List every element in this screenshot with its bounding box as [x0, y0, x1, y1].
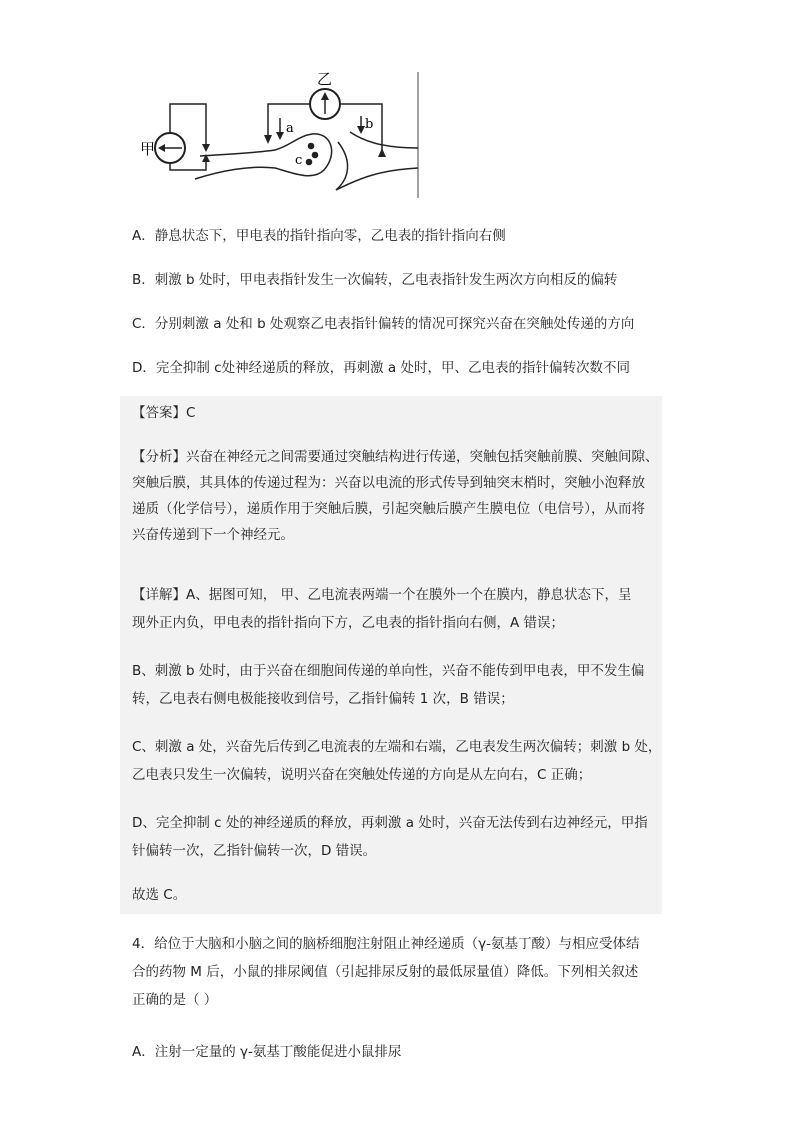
label-c: c [295, 153, 303, 168]
vesicle [312, 152, 319, 159]
analysis-line: 递质（化学信号），递质作用于突触后膜，引起突触后膜产生膜电位（电信号），从而将 [132, 501, 645, 517]
option-d: D．完全抑制 c处神经递质的释放，再刺激 a 处时，甲、乙电表的指针偏转次数不同 [132, 360, 630, 376]
detail-line: 现外正内负，甲电表的指针指向下方，乙电表的指针指向右侧，A 错误； [132, 615, 565, 631]
option-c: C．分别刺激 a 处和 b 处观察乙电表指针偏转的情况可探究兴奋在突触处传递的方向 [132, 316, 635, 332]
detail-line: B、刺激 b 处时，由于兴奋在细胞间传递的单向性，兴奋不能传到甲电表，甲不发生偏 [132, 663, 645, 679]
detail-line: C、刺激 a 处，兴奋先后传到乙电流表的左端和右端，乙电表发生两次偏转；刺激 b 处， [132, 739, 662, 755]
label-jia: 甲 [140, 140, 156, 158]
analysis-line: 突触后膜，其具体的传递过程为：兴奋以电流的形式传导到轴突末梢时，突触小泡释放 [132, 475, 645, 491]
conclusion: 故选 C。 [132, 887, 187, 903]
figure-svg [140, 66, 425, 201]
q4-stem-line: 4．给位于大脑和小脑之间的脑桥细胞注射阻止神经递质（γ-氨基丁酸）与相应受体结 [132, 936, 640, 952]
postsynaptic-neuron [350, 132, 418, 148]
detail-line: 针偏转一次，乙指针偏转一次，D 错误。 [132, 843, 377, 859]
option-b: B．刺激 b 处时，甲电表指针发生一次偏转，乙电表指针发生两次方向相反的偏转 [132, 272, 618, 288]
detail-line: 【详解】A、据图可知， 甲、乙电流表两端一个在膜外一个在膜内，静息状态下，呈 [132, 587, 632, 603]
analysis-line: 【分析】兴奋在神经元之间需要通过突触结构进行传递，突触包括突触前膜、突触间隙、 [132, 449, 659, 465]
solution-block [120, 396, 662, 914]
vesicle [306, 159, 313, 166]
option-a: A．静息状态下，甲电表的指针指向零，乙电表的指针指向右侧 [132, 228, 506, 244]
label-b: b [365, 117, 374, 132]
vesicle [308, 143, 315, 150]
answer: 【答案】C [132, 405, 196, 421]
neuron-synapse-figure [140, 66, 425, 201]
detail-line: 转，乙电表右侧电极能接收到信号，乙指针偏转 1 次，B 错误； [132, 691, 514, 707]
q4-stem-line: 正确的是（ ） [132, 992, 218, 1008]
label-yi: 乙 [317, 70, 333, 88]
analysis-line: 兴奋传递到下一个神经元。 [132, 527, 294, 543]
label-a: a [286, 121, 294, 136]
detail-line: D、完全抑制 c 处的神经递质的释放，再刺激 a 处时，兴奋无法传到右边神经元，甲指 [132, 815, 648, 831]
detail-line: 乙电表只发生一次偏转，说明兴奋在突触处传递的方向是从左向右，C 正确； [132, 767, 592, 783]
q4-stem-line: 合的药物 M 后，小鼠的排尿阈值（引起排尿反射的最低尿量值）降低。下列相关叙述 [132, 964, 639, 980]
presynaptic-neuron [195, 134, 332, 179]
q4-option-a: A．注射一定量的 γ-氨基丁酸能促进小鼠排尿 [132, 1044, 402, 1060]
